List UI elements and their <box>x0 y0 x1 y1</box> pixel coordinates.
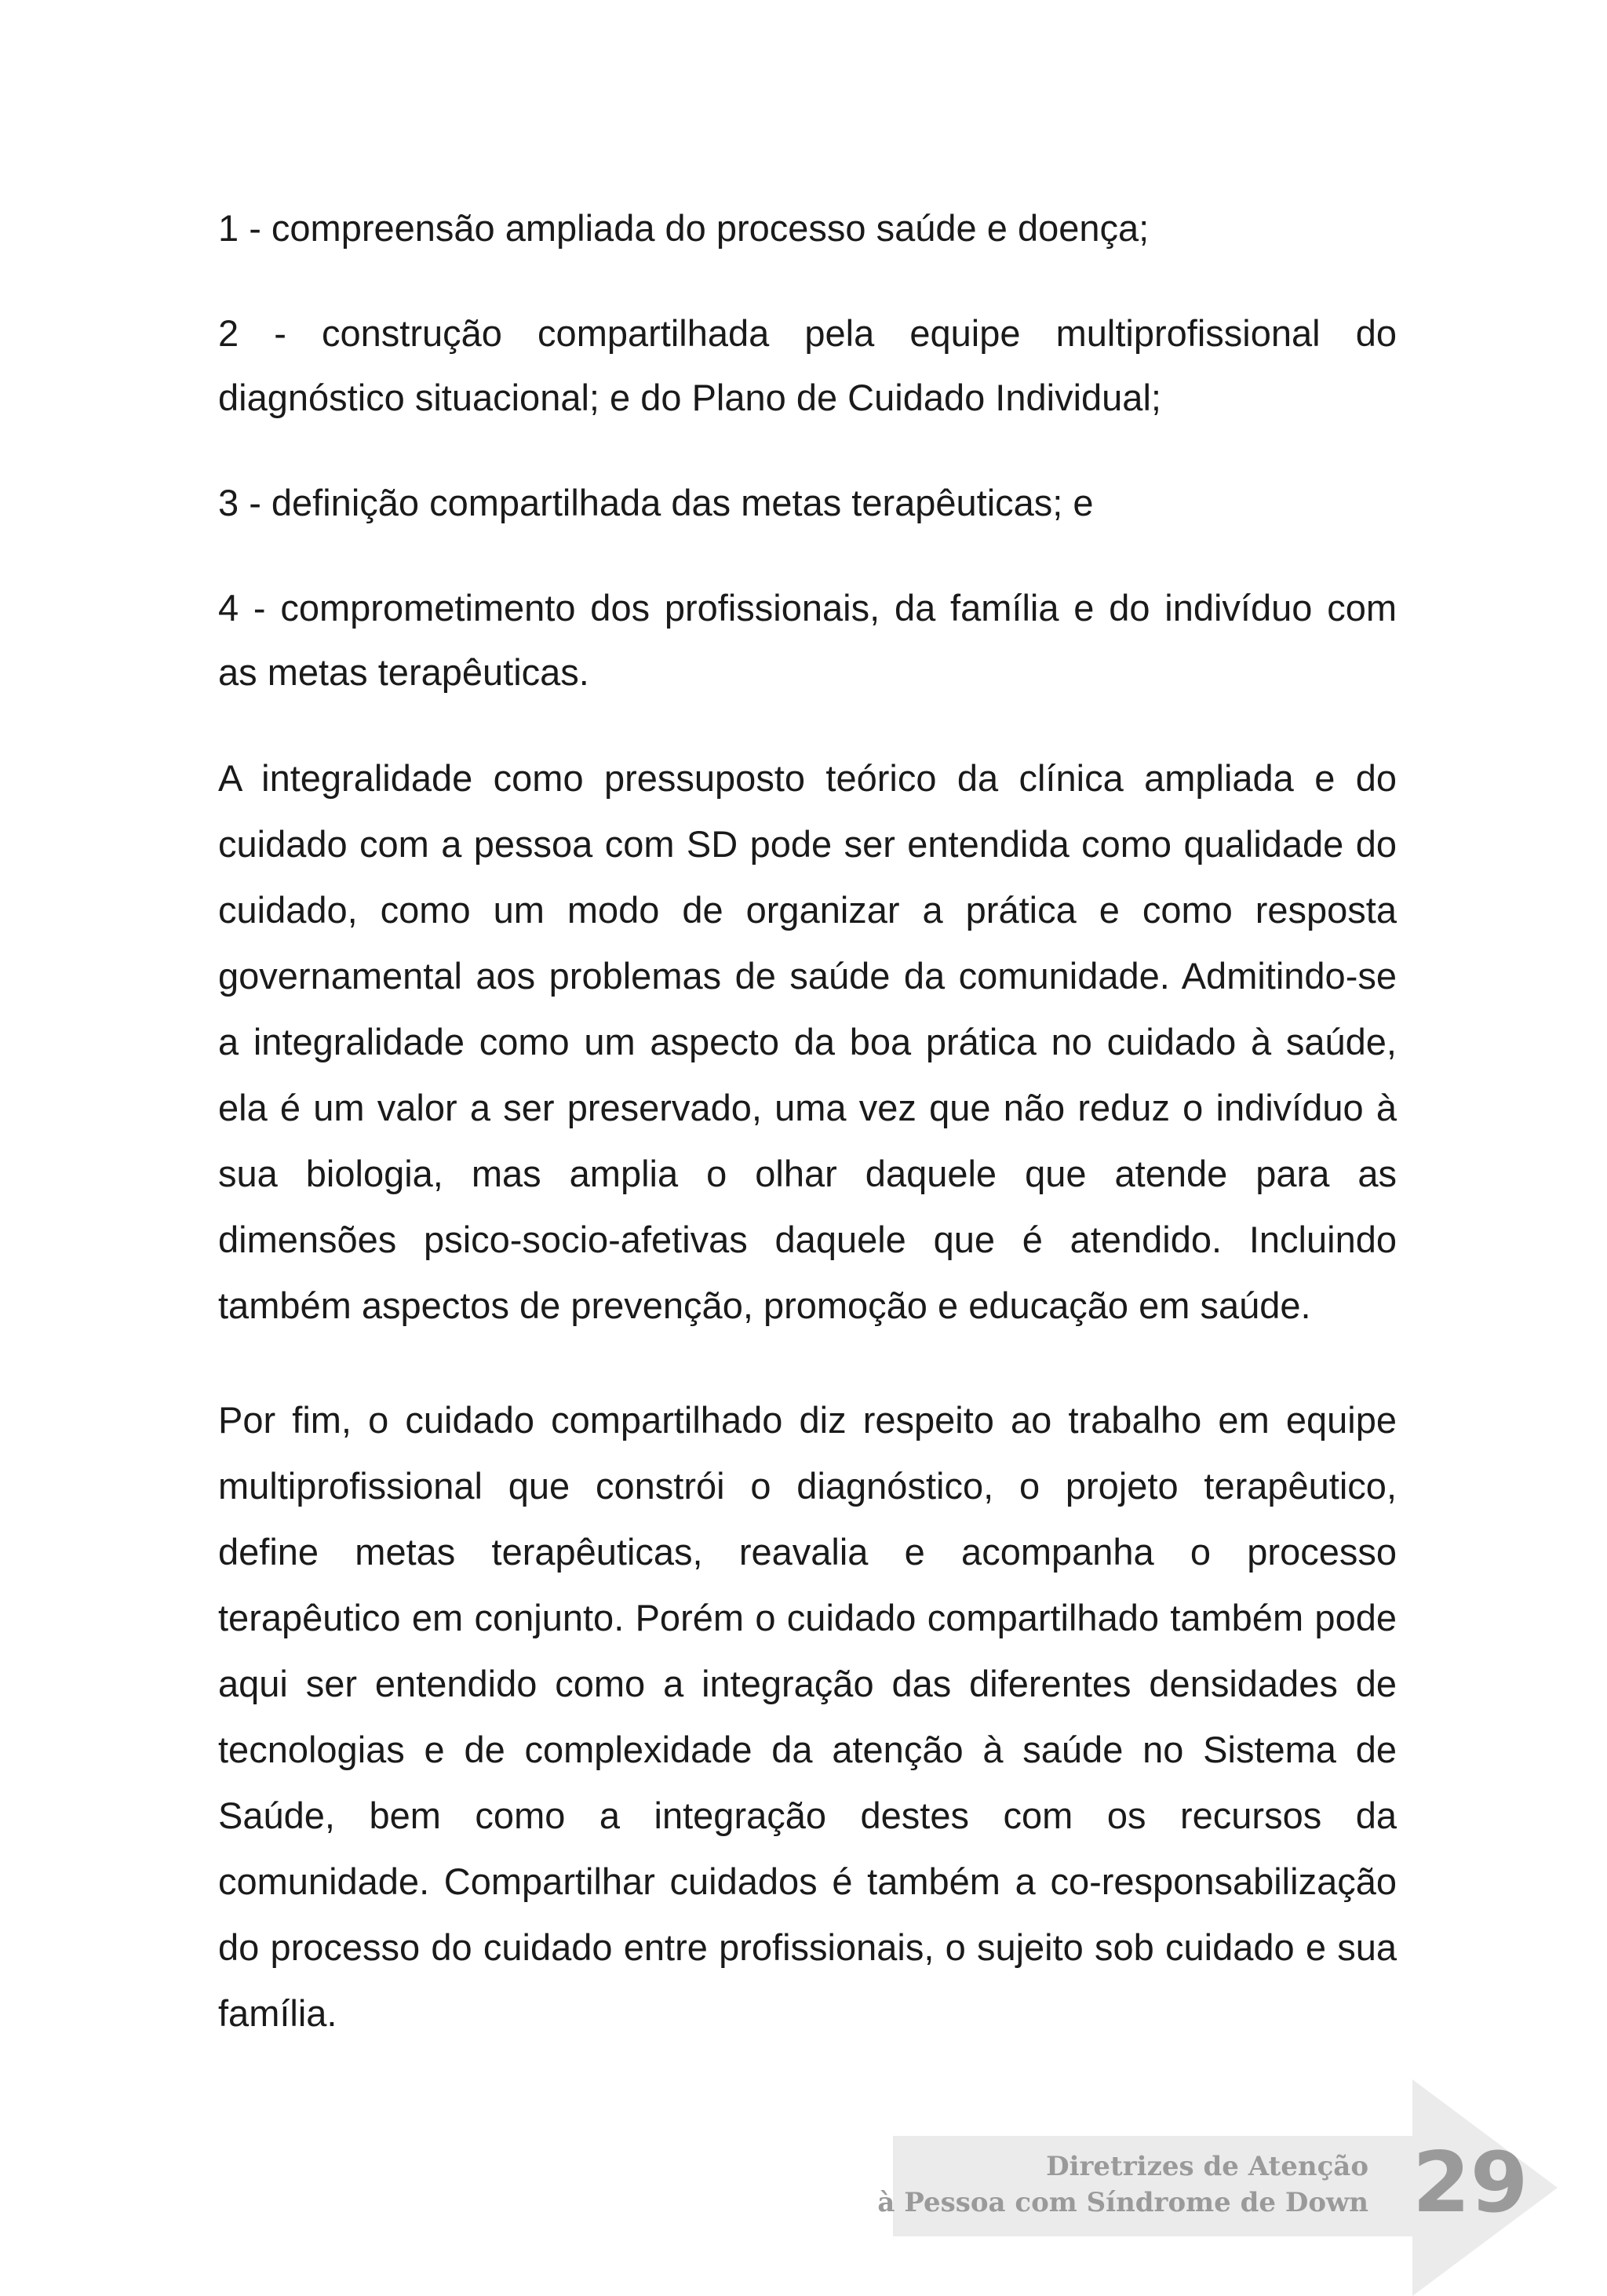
paragraph-cuidado-compartilhado: Por fim, o cuidado compartilhado diz respeito ao trabalho em equipe multiprofissional que constrói o diagnóstico, o projeto terapêutico, define metas terapêuticas, reavalia e acompanha o processo terapêutico em conjunto. Porém o cuidado compartilhado também pode aqui ser entendido como a integração das diferentes densidades de tecnologias e de complexidade da atenção à saúde no Sistema de Saúde, bem como a integração destes com os recursos da comunidade. Compartilhar cuidados é também a co-responsabilização do processo do cuidado entre profissionais, o sujeito sob cuidado e sua família. <box>218 1399 1397 2034</box>
list-item-2: 2 - construção compartilhada pela equipe multiprofissional do diagnóstico situacional; e do Plano de Cuidado Individual; <box>218 312 1397 418</box>
list-item-3: 3 - definição compartilhada das metas terapêuticas; e <box>218 482 1094 523</box>
footer-title-line-1: Diretrizes de Atenção <box>1046 2151 1368 2182</box>
paragraph-integralidade: A integralidade como pressuposto teórico da clínica ampliada e do cuidado com a pessoa com SD pode ser entendida como qualidade do cuidado, como um modo de organizar a prática e como resposta governamental aos problemas de saúde da comunidade. Admitindo-se a integralidade como um aspecto da boa prática no cuidado à saúde, ela é um valor a ser preservado, uma vez que não reduz o indivíduo à sua biologia, mas amplia o olhar daquele que atende para as dimensões psico-socio-afetivas daquele que é atendido. Incluindo também aspectos de prevenção, promoção e educação em saúde. <box>218 757 1397 1326</box>
footer-publication-title <box>877 2148 1368 2221</box>
footer-title-line-2: à Pessoa com Síndrome de Down <box>877 2187 1368 2218</box>
page-number: 29 <box>1412 2134 1529 2231</box>
list-item-4: 4 - comprometimento dos profissionais, da família e do indivíduo com as metas terapêuticas. <box>218 587 1397 693</box>
page-content <box>218 196 1397 2095</box>
list-item-1: 1 - compreensão ampliada do processo saúde e doença; <box>218 207 1150 249</box>
